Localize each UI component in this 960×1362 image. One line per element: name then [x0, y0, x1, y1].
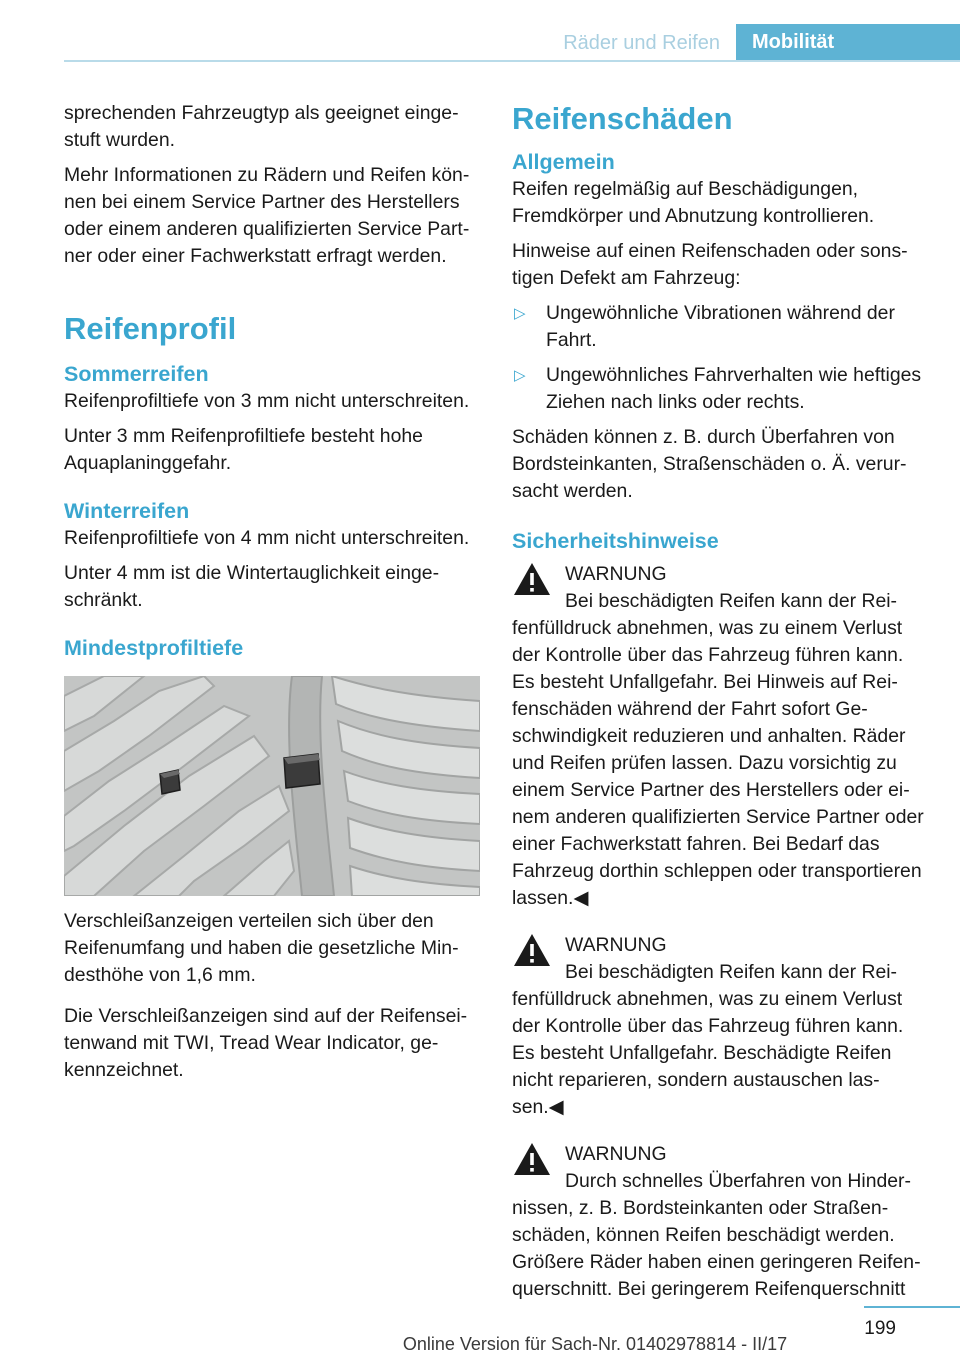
heading-sicherheitshinweise: Sicherheitshinweise: [512, 529, 719, 553]
list-item: [512, 300, 924, 354]
header-chapter-tab: Mobilität: [736, 24, 960, 62]
list-item: [512, 362, 924, 416]
paragraph: sprechenden Fahrzeugtyp als geeignet eingestuft wurden.: [64, 102, 459, 151]
paragraph: Schäden können z. B. durch Überfahren von Bordsteinkanten, Straßenschäden o. Ä. verursacht werden.: [512, 426, 907, 502]
paragraph: Unter 4 mm ist die Wintertauglichkeit eingeschränkt.: [64, 562, 440, 611]
warning-block: [512, 561, 924, 912]
warning-block: [512, 932, 924, 1121]
paragraph: Reifenprofiltiefe von 4 mm nicht unterschreiten.: [64, 527, 470, 549]
paragraph: Reifen regelmäßig auf Beschädigungen, Fremdkörper und Abnutzung kontrollieren.: [512, 178, 875, 227]
paragraph: Unter 3 mm Reifenprofiltiefe besteht hohe Aquaplaninggefahr.: [64, 425, 423, 474]
heading-winterreifen: Winterreifen: [64, 499, 190, 523]
list-item-text: Ungewöhnliche Vibrationen während der Fahrt.: [546, 302, 895, 351]
paragraph: Hinweise auf einen Reifenschaden oder sonstigen Defekt am Fahrzeug:: [512, 240, 908, 289]
warning-text: Durch schnelles Überfahren von Hindernissen, z. B. Bordsteinkanten oder Straßenschäden, können Reifen beschädigt werden. Größere Räder haben einen geringeren Reifenquerschnitt. Bei geringerem Reifenquerschnitt: [512, 1170, 921, 1300]
warning-text: Bei beschädigten Reifen kann der Reifenfülldruck abnehmen, was zu einem Verlust der Kontrolle über das Fahrzeug führen kann. Es besteht Unfallgefahr. Bei Hinweis auf Reifenschäden während der Fahrt sofort Geschwindigkeit reduzieren und anhalten. Räder und Reifen prüfen lassen. Dazu vorsichtig zu einem Service Partner des Herstellers oder einem anderen qualifizierten Service Partner oder einer Fachwerkstatt fahren. Bei Bedarf das Fahrzeug dorthin schleppen oder transportieren lassen.◀: [512, 590, 924, 909]
warning-triangle-icon: [512, 932, 552, 968]
paragraph: Mehr Informationen zu Rädern und Reifen können bei einem Service Partner des Herstellers oder einem anderen qualifizierten Service Partner oder einer Fachwerkstatt erfragt werden.: [64, 164, 470, 267]
tire-tread-illustration: [64, 676, 480, 896]
paragraph: Verschleißanzeigen verteilen sich über den Reifenumfang und haben die gesetzliche Mindesthöhe von 1,6 mm.: [64, 910, 459, 986]
warning-text: Bei beschädigten Reifen kann der Reifenfülldruck abnehmen, was zu einem Verlust der Kontrolle über das Fahrzeug führen kann. Es besteht Unfallgefahr. Beschädigte Reifen nicht reparieren, sondern austauschen lassen.◀: [512, 961, 904, 1118]
heading-reifenprofil: Reifenprofil: [64, 311, 237, 346]
warning-title: WARNUNG: [565, 934, 667, 956]
heading-reifenschaeden: Reifenschäden: [512, 101, 733, 136]
triangle-bullet-icon: ▷: [514, 367, 526, 384]
heading-mindestprofiltiefe: Mindestprofiltiefe: [64, 636, 244, 660]
page-number-rule: [864, 1306, 960, 1308]
right-column: [512, 100, 924, 1311]
warning-triangle-icon: [512, 561, 552, 597]
page-number: 199: [864, 1318, 896, 1339]
triangle-bullet-icon: ▷: [514, 305, 526, 322]
warning-title: WARNUNG: [565, 1143, 667, 1165]
heading-sommerreifen: Sommerreifen: [64, 362, 209, 386]
left-column: [64, 100, 480, 1092]
warning-block: [512, 1141, 924, 1303]
header-rule: [64, 60, 960, 62]
paragraph: Reifenprofiltiefe von 3 mm nicht unterschreiten.: [64, 390, 470, 412]
warning-title: WARNUNG: [565, 563, 667, 585]
online-version-note: Online Version für Sach-Nr. 01402978814 - II/17: [402, 1334, 788, 1354]
paragraph: Die Verschleißanzeigen sind auf der Reifenseitenwand mit TWI, Tread Wear Indicator, gekennzeichnet.: [64, 1005, 468, 1081]
warning-triangle-icon: [512, 1141, 552, 1177]
header-section-title: Räder und Reifen: [563, 32, 720, 54]
heading-allgemein: Allgemein: [512, 150, 615, 174]
list-item-text: Ungewöhnliches Fahrverhalten wie heftiges Ziehen nach links oder rechts.: [546, 364, 922, 413]
